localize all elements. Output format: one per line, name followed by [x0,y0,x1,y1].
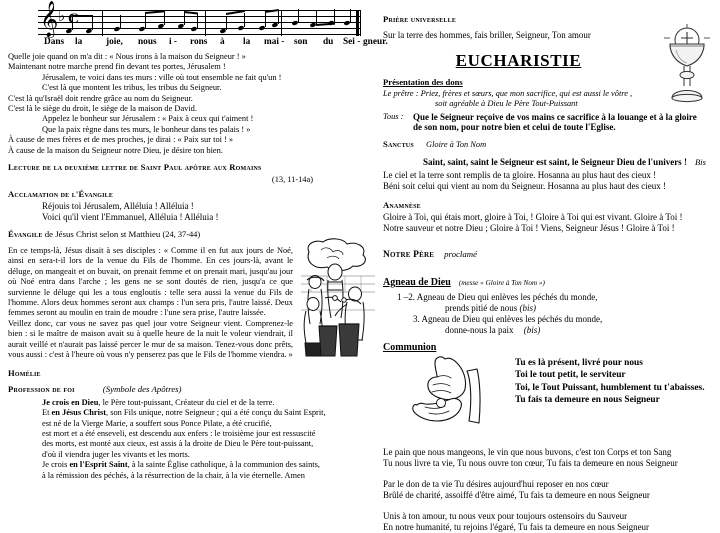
lyric-syllable: son [294,37,308,47]
creed-line: des morts, est monté aux cieux, est assis à la droite de Dieu le Père tout-puissant, [42,439,314,449]
sanctus-bis: Bis [694,157,706,168]
agneau-bis: (bis) [523,325,541,336]
lyric-syllable: la [75,37,83,47]
creed-text: , le Père tout-puissant, Créateur du ciel et de la terre. [98,397,275,407]
psalm-line: Quelle joie quand on m'a dit : « Nous irons à la maison du Seigneur ! » [8,52,246,61]
sanctus-block [383,139,712,192]
agneau-verse-line: prends pitié de nous [445,303,518,314]
agneau-verse-line: Agneau de Dieu qui enlèves les péchés du monde, [421,314,603,325]
evangile-paragraph: Veillez donc, car vous ne savez pas quel jour votre Seigneur vient. Comprenez-le bien : si le maître de maison avait su à quelle heure de la nuit le voleur viendrait, il aurait veillé et n'aurait pas laissé percer le mur de sa maison. Tenez-vous donc prêts, vous aussi : c'est à l'heure où vous n'y penserez pas que le Fils de l'homme viendra. » [8,318,293,359]
lyric-syllable: Dans [44,37,65,47]
creed-line [8,460,369,470]
presentation-tous-line: de son nom, pour notre bien et celui de toute l'Eglise. [413,122,616,133]
presentation-pretre-line: Priez, frères et sœurs, que mon sacrifice, qui est aussi le vôtre , [420,89,633,98]
priere-universelle-text: Sur la terre des hommes, fais briller, Seigneur, Ton amour [383,30,591,40]
creed-line: d'où il viendra juger les vivants et les morts. [42,449,190,459]
anamnese-line: Notre sauveur et notre Dieu ; Gloire à Toi ! Viens, Seigneur Jésus ! Gloire à Toi ! [383,223,675,234]
sanctus-heading: Sanctus [383,138,414,149]
lyric-syllable: joie, [106,37,123,47]
psalm-block [8,52,369,156]
communion-verse-line: Par le don de ta vie Tu désires aujourd'hui reposer en nos cœur [383,479,609,490]
anamnese-line: Gloire à Toi, qui étais mort, gloire à Toi, ! Gloire à Toi qui est vivant. Gloire à Toi ! [383,212,683,223]
gospel-illustration [301,238,375,358]
acclamation-heading: Acclamation de l'Évangile [8,189,114,200]
agneau-verse-number: 1 –2. [397,292,415,303]
profession-subtitle: (Symbole des Apôtres) [102,384,182,395]
notre-pere-block [383,244,712,262]
communion-block [383,342,712,533]
lyric-syllable: la [243,37,251,47]
communion-verse-line: Tu nous livre ta vie, Tu nous ouvre ton cœur, Tu fais ta demeure en nous Seigneur [383,458,678,469]
lecture-heading: Lecture de la deuxième lettre de Saint Paul apôtre aux Romains [8,162,262,173]
priere-universelle-heading: Prière universelle [383,14,457,24]
sanctus-line: Saint, saint, saint le Seigneur est saint, le Seigneur Dieu de l'univers ! [423,157,687,168]
psalm-line: Que la paix règne dans tes murs, le bonheur dans tes palais ! » [42,124,251,134]
creed-line [8,408,369,418]
chalice-illustration [656,20,718,104]
lyric-syllable: i - [169,37,178,47]
agneau-verse-number: 3. [413,314,420,325]
agneau-block [383,272,712,336]
creed-prefix: Je crois [42,460,70,470]
lecture-block [8,162,369,185]
agneau-verse-line: Agneau de Dieu qui enlèves les péchés du monde, [416,292,598,303]
creed-emphasis: Je crois en Dieu [42,397,99,407]
presentation-heading: Présentation des dons [383,77,463,87]
presentation-pretre-line: soit agréable à Dieu le Père Tout-Puissant [435,99,578,109]
psalm-line: Maintenant notre marche prend fin devant tes portes, Jérusalem ! [8,62,226,72]
anamnese-block [383,200,712,234]
lyric-syllable: du [323,37,334,47]
creed-line: est né de la Vierge Marie, a souffert sous Ponce Pilate, a été crucifié, [42,418,272,428]
right-column [375,0,720,533]
psalm-line: Appelez le bonheur sur Jérusalem : « Paix à ceux qui t'aiment ! [42,114,254,124]
creed-text: , à la sainte Église catholique, à la communion des saints, [127,460,320,470]
anamnese-heading: Anamnèse [383,200,421,211]
lecture-reference: (13, 11-14a) [271,175,313,185]
homelie-heading: Homélie [8,368,41,379]
communion-refrain-line: Tu es là présent, livré pour nous [515,358,643,369]
evangile-intro: de Jésus Christ selon st Matthieu [44,229,161,240]
communion-verse-line: En notre humanité, tu rejoins l'égaré, Tu fais ta demeure en nous Seigneur [383,522,650,533]
agneau-bis: (bis) [519,303,536,314]
psalm-line: C'est là le siège du droit, le siège de la maison de David. [8,104,197,114]
sanctus-subtitle: Gloire à Ton Nom [426,139,487,149]
psalm-line: Jérusalem, te voici dans tes murs : ville où tout ensemble ne fait qu'un ! [42,72,282,82]
acclamation-line: Réjouis toi Jérusalem, Alléluia ! Alléluia ! [42,201,194,212]
psalm-line: C'est là qu'Israël doit rendre grâce au nom du Seigneur. [8,93,193,103]
time-signature: C [68,11,79,27]
flat-sign-icon: ♭ [58,7,66,25]
agneau-subtitle: (messe « Gloire à Ton Nom ») [458,279,545,288]
creed-emphasis: en l'Esprit Saint [69,460,128,470]
communion-refrain-line: Toi le tout petit, le serviteur [515,370,626,381]
communion-verse-line: Unis à ton amour, tu nous veux pour toujours ostensoirs du Sauveur [383,511,628,522]
lyric-syllable: rons [190,37,208,47]
lyric-syllable: gneur. [363,37,388,47]
agneau-heading: Agneau de Dieu [383,277,451,289]
creed-emphasis: en Jésus Christ [51,408,106,418]
presentation-tous-label: Tous : [383,111,404,121]
psalm-line: À cause de mes frères et de mes proches, je dirai : « Paix sur toi ! » [8,135,234,145]
creed-line: est mort et a été enseveli, est descendu aux enfers : le troisième jour est ressuscité [42,428,316,438]
psalm-line: À cause de la maison du Seigneur notre Dieu, je désire ton bien. [8,145,223,155]
music-notation [8,1,388,50]
presentation-tous-line: Que le Seigneur reçoive de vos mains ce sacrifice à la louange et à la gloire [413,111,697,122]
creed-prefix: Et [42,408,52,418]
creed-line [8,398,369,408]
notre-pere-heading: Notre Père [383,250,435,261]
lyric-syllable: mai - [264,37,285,47]
praying-hands-illustration [411,351,507,437]
evangile-label: Évangile [8,229,43,240]
communion-verse-line: Le pain que nous mangeons, le vin que nous buvons, c'est ton Corps et ton Sang [383,447,672,458]
acclamation-line: Voici qu'il vient l'Emmanuel, Alléluia ! Alléluia ! [42,212,219,223]
communion-heading: Communion [383,342,437,354]
music-staff [38,7,360,36]
notre-pere-note: proclamé [444,249,477,260]
profession-block [8,384,369,481]
communion-refrain-line: Tu fais ta demeure en nous Seigneur [515,395,660,406]
lyric-syllable: à [220,37,225,47]
communion-verse-line: Brûlé de charité, assoiffé d'être aimé, Tu fais ta demeure en nous Seigneur [383,490,650,501]
sanctus-line: Béni soit celui qui vient au nom du Seigneur. Hosanna au plus haut des cieux ! [383,181,666,192]
communion-refrain-line: Toi, le Tout Puissant, humblement tu t'abaisses. [515,382,705,393]
creed-text: , son Fils unique, notre Seigneur ; qui a été conçu du Saint Esprit, [106,408,326,418]
evangile-paragraph: En ce temps-là, Jésus disait à ses disciples : « Comme il en fut aux jours de Noé, ainsi en sera-t-il lors de la venue du Fils de l'homme. En ces jours-là, avant le déluge, on mangeait et on buvait, on prenait femme et on prenait mari, jusqu'au jour où Noé entra dans l'arche ; les gens ne se sont doutés de rien, jusqu'a ce que survienne le déluge qui les a tous engloutis : telle sera aussi la venue du Fils de l'homme. Alors deux hommes seront aux champs : l'un sera pris, l'autre laissé. Deux femmes seront au moulin en train de moudre : l'une sera prise, l'autre laissée. [8,245,293,318]
creed-line: à la rémission des péchés, à la résurrection de la chair, à la vie éternelle. Amen [42,470,305,480]
lyric-syllable: Sei - [343,37,361,47]
sanctus-line: Le ciel et la terre sont remplis de ta gloire. Hosanna au plus haut des cieux ! [383,170,657,181]
psalm-line: C'est là que montent les tribus, les tribus du Seigneur. [42,83,222,93]
agneau-verse-line: donne-nous la paix [445,325,514,336]
acclamation-block [8,189,369,223]
evangile-reference: (24, 37-44) [162,230,201,240]
treble-clef-icon: 𝄞 [40,1,59,37]
eucharistie-title: EUCHARISTIE [455,51,582,70]
profession-heading: Profession de foi [8,384,75,395]
presentation-pretre-label: Le prêtre : [383,89,419,98]
lyric-syllable: nous [138,37,157,47]
